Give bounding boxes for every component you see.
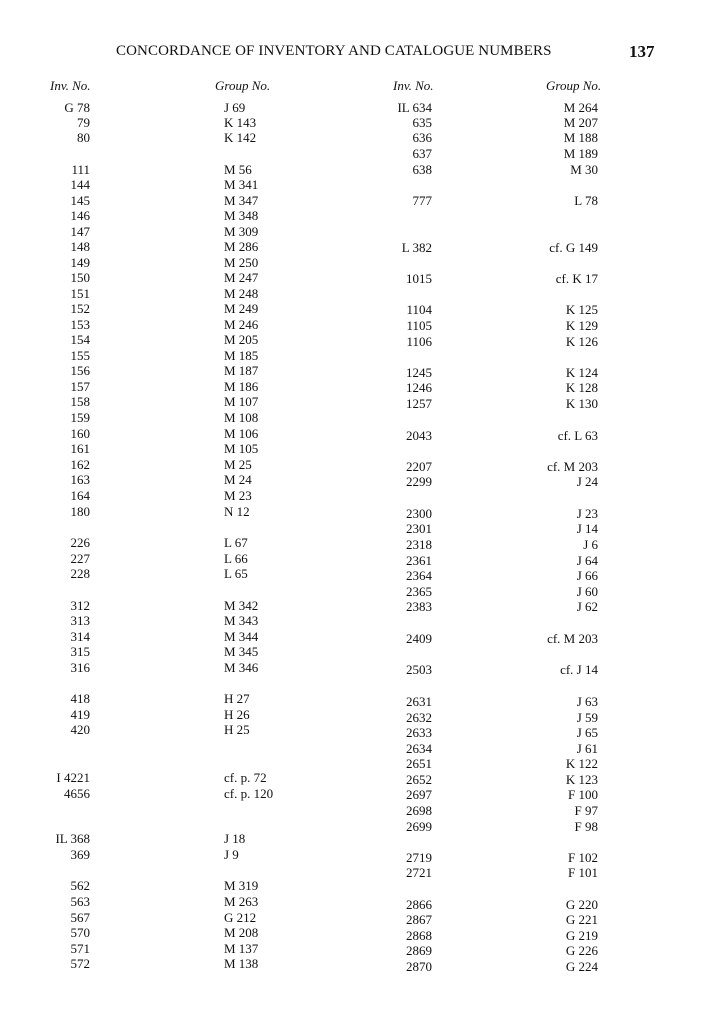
group-number: M 207 <box>563 115 598 130</box>
inv-number: 1104 <box>406 302 432 317</box>
group-number: M 25 <box>224 457 252 472</box>
inv-number: 227 <box>70 551 90 566</box>
inv-number: 2301 <box>406 521 432 536</box>
inv-number: 80 <box>77 130 90 145</box>
inv-number: 180 <box>70 504 90 519</box>
group-number: M 286 <box>224 239 259 254</box>
group-number: G 220 <box>565 897 598 912</box>
inv-number: 562 <box>70 878 90 893</box>
inv-number: 369 <box>70 847 90 862</box>
group-number: M 23 <box>224 488 252 503</box>
group-number: J 66 <box>576 568 598 583</box>
group-number: J 62 <box>576 599 598 614</box>
group-number: M 248 <box>224 286 259 301</box>
inv-number: 2365 <box>406 584 432 599</box>
inv-number: 2364 <box>406 568 432 583</box>
group-number: G 212 <box>224 910 257 925</box>
inv-number: 636 <box>412 130 432 145</box>
page-title: CONCORDANCE OF INVENTORY AND CATALOGUE NUMBERS <box>116 43 552 59</box>
inv-number: 157 <box>70 379 90 394</box>
inv-number: 2868 <box>406 928 432 943</box>
group-number: M 343 <box>224 613 259 628</box>
group-number: L 78 <box>574 193 598 208</box>
inv-number: 164 <box>70 488 90 503</box>
inv-number: 2503 <box>406 662 432 677</box>
inv-number: 2383 <box>406 599 432 614</box>
inv-number: 162 <box>70 457 90 472</box>
group-number: J 14 <box>576 521 598 536</box>
group-number: M 344 <box>224 629 259 644</box>
group-number: K 126 <box>565 334 598 349</box>
inv-number: 2043 <box>406 428 432 443</box>
inv-number: 111 <box>71 162 90 177</box>
inv-number: 2697 <box>406 787 432 802</box>
inv-number: 316 <box>70 660 90 675</box>
group-number: M 108 <box>224 410 259 425</box>
group-number: cf. M 203 <box>547 459 598 474</box>
group-number: M 208 <box>224 925 259 940</box>
inv-number: 1106 <box>406 334 432 349</box>
inv-number: L 382 <box>401 240 432 255</box>
group-number: cf. M 203 <box>547 631 598 646</box>
group-number: F 97 <box>574 803 598 818</box>
group-number: L 66 <box>224 551 248 566</box>
group-number: H 26 <box>224 707 250 722</box>
right-inv-header: Inv. No. <box>393 78 434 93</box>
group-number: L 65 <box>224 566 248 581</box>
inv-number: 144 <box>70 177 90 192</box>
inv-number: 153 <box>70 317 90 332</box>
inv-number: 2633 <box>406 725 432 740</box>
group-number: M 247 <box>224 270 259 285</box>
inv-number: 163 <box>70 472 90 487</box>
group-number: K 125 <box>565 302 598 317</box>
inv-number: 563 <box>70 894 90 909</box>
inv-number: 1246 <box>406 380 432 395</box>
inv-number: 315 <box>70 644 90 659</box>
inv-number: 2870 <box>406 959 432 974</box>
inv-number: 418 <box>70 691 90 706</box>
group-number: J 59 <box>576 710 598 725</box>
group-number: M 264 <box>563 100 598 115</box>
group-number: cf. K 17 <box>555 271 598 286</box>
group-number: cf. J 14 <box>560 662 598 677</box>
inv-number: 2207 <box>406 459 432 474</box>
group-number: H 27 <box>224 691 250 706</box>
inv-number: 2299 <box>406 474 432 489</box>
inv-number: 4656 <box>64 786 90 801</box>
inv-number: 314 <box>70 629 90 644</box>
inv-number: 2361 <box>406 553 432 568</box>
group-number: M 346 <box>224 660 259 675</box>
group-number: M 348 <box>224 208 259 223</box>
left-group-header: Group No. <box>215 78 271 93</box>
group-number: J 69 <box>224 100 246 115</box>
inv-number: 2300 <box>406 506 432 521</box>
inv-number: 312 <box>70 598 90 613</box>
inv-number: 151 <box>70 286 90 301</box>
inv-number: 158 <box>70 394 90 409</box>
group-number: M 309 <box>224 224 259 239</box>
inv-number: 145 <box>70 193 90 208</box>
group-number: K 129 <box>565 318 598 333</box>
group-number: K 123 <box>565 772 598 787</box>
group-number: F 102 <box>568 850 598 865</box>
group-number: F 100 <box>568 787 598 802</box>
inv-number: 2867 <box>406 912 432 927</box>
group-number: K 124 <box>565 365 598 380</box>
inv-number: 152 <box>70 301 90 316</box>
group-number: cf. L 63 <box>557 428 598 443</box>
inv-number: 228 <box>70 566 90 581</box>
group-number: M 137 <box>224 941 259 956</box>
group-number: M 263 <box>224 894 259 909</box>
group-number: J 63 <box>576 694 598 709</box>
group-number: K 128 <box>565 380 598 395</box>
group-number: cf. p. 120 <box>224 786 274 801</box>
inv-number: 313 <box>70 613 90 628</box>
inv-number: 572 <box>70 956 90 971</box>
group-number: J 18 <box>224 831 246 846</box>
inv-number: 2721 <box>406 865 432 880</box>
group-number: M 107 <box>224 394 259 409</box>
left-inv-header: Inv. No. <box>50 78 91 93</box>
inv-number: 2632 <box>406 710 432 725</box>
group-number: J 24 <box>576 474 598 489</box>
inv-number: IL 368 <box>55 831 90 846</box>
group-number: M 345 <box>224 644 259 659</box>
group-number: M 246 <box>224 317 259 332</box>
group-number: J 64 <box>576 553 598 568</box>
inv-number: 2869 <box>406 943 432 958</box>
group-number: M 319 <box>224 878 259 893</box>
inv-number: G 78 <box>64 100 90 115</box>
inv-number: I 4221 <box>56 770 90 785</box>
group-number: K 122 <box>565 756 598 771</box>
group-number: cf. G 149 <box>549 240 598 255</box>
inv-number: 2634 <box>406 741 432 756</box>
group-number: N 12 <box>224 504 250 519</box>
inv-number: 79 <box>77 115 90 130</box>
group-number: G 224 <box>565 959 598 974</box>
group-number: M 342 <box>224 598 259 613</box>
inv-number: 567 <box>70 910 90 925</box>
inv-number: 156 <box>70 363 90 378</box>
group-number: G 221 <box>565 912 598 927</box>
group-number: M 188 <box>563 130 598 145</box>
group-number: M 185 <box>224 348 259 363</box>
group-number: M 138 <box>224 956 259 971</box>
group-number: M 189 <box>563 146 598 161</box>
group-number: M 250 <box>224 255 259 270</box>
inv-number: 2651 <box>406 756 432 771</box>
group-number: K 143 <box>224 115 257 130</box>
inv-number: 570 <box>70 925 90 940</box>
group-number: J 23 <box>576 506 598 521</box>
inv-number: 1245 <box>406 365 432 380</box>
inv-number: 159 <box>70 410 90 425</box>
group-number: J 9 <box>224 847 239 862</box>
inv-number: 637 <box>412 146 432 161</box>
inv-number: 160 <box>70 426 90 441</box>
inv-number: 2698 <box>406 803 432 818</box>
inv-number: 147 <box>70 224 90 239</box>
group-number: L 67 <box>224 535 248 550</box>
group-number: M 341 <box>224 177 259 192</box>
inv-number: 2409 <box>406 631 432 646</box>
inv-number: 420 <box>70 722 90 737</box>
group-number: cf. p. 72 <box>224 770 267 785</box>
group-number: G 219 <box>565 928 598 943</box>
inv-number: 146 <box>70 208 90 223</box>
inv-number: 638 <box>412 162 432 177</box>
group-number: M 106 <box>224 426 259 441</box>
group-number: J 65 <box>576 725 598 740</box>
inv-number: 150 <box>70 270 90 285</box>
inv-number: 148 <box>70 239 90 254</box>
inv-number: 777 <box>412 193 432 208</box>
inv-number: 571 <box>70 941 90 956</box>
inv-number: 154 <box>70 332 90 347</box>
group-number: J 61 <box>576 741 598 756</box>
right-group-header: Group No. <box>546 78 602 93</box>
group-number: M 186 <box>224 379 259 394</box>
inv-number: 161 <box>70 441 90 456</box>
inv-number: 635 <box>412 115 432 130</box>
inv-number: 2318 <box>406 537 432 552</box>
group-number: F 101 <box>568 865 598 880</box>
group-number: M 347 <box>224 193 259 208</box>
inv-number: 1015 <box>406 271 432 286</box>
group-number: J 60 <box>576 584 598 599</box>
group-number: K 142 <box>224 130 257 145</box>
inv-number: 2631 <box>406 694 432 709</box>
group-number: M 205 <box>224 332 259 347</box>
group-number: H 25 <box>224 722 250 737</box>
group-number: M 24 <box>224 472 252 487</box>
inv-number: 1257 <box>406 396 432 411</box>
inv-number: 2719 <box>406 850 432 865</box>
inv-number: 1105 <box>406 318 432 333</box>
inv-number: 155 <box>70 348 90 363</box>
inv-number: 2652 <box>406 772 432 787</box>
inv-number: 2866 <box>406 897 432 912</box>
group-number: M 187 <box>224 363 259 378</box>
group-number: M 105 <box>224 441 259 456</box>
inv-number: 226 <box>70 535 90 550</box>
group-number: J 6 <box>583 537 598 552</box>
inv-number: IL 634 <box>397 100 432 115</box>
group-number: M 56 <box>224 162 252 177</box>
group-number: G 226 <box>565 943 598 958</box>
group-number: M 249 <box>224 301 259 316</box>
inv-number: 149 <box>70 255 90 270</box>
group-number: M 30 <box>570 162 598 177</box>
inv-number: 2699 <box>406 819 432 834</box>
group-number: K 130 <box>565 396 598 411</box>
inv-number: 419 <box>70 707 90 722</box>
page-number: 137 <box>629 42 655 61</box>
group-number: F 98 <box>574 819 598 834</box>
